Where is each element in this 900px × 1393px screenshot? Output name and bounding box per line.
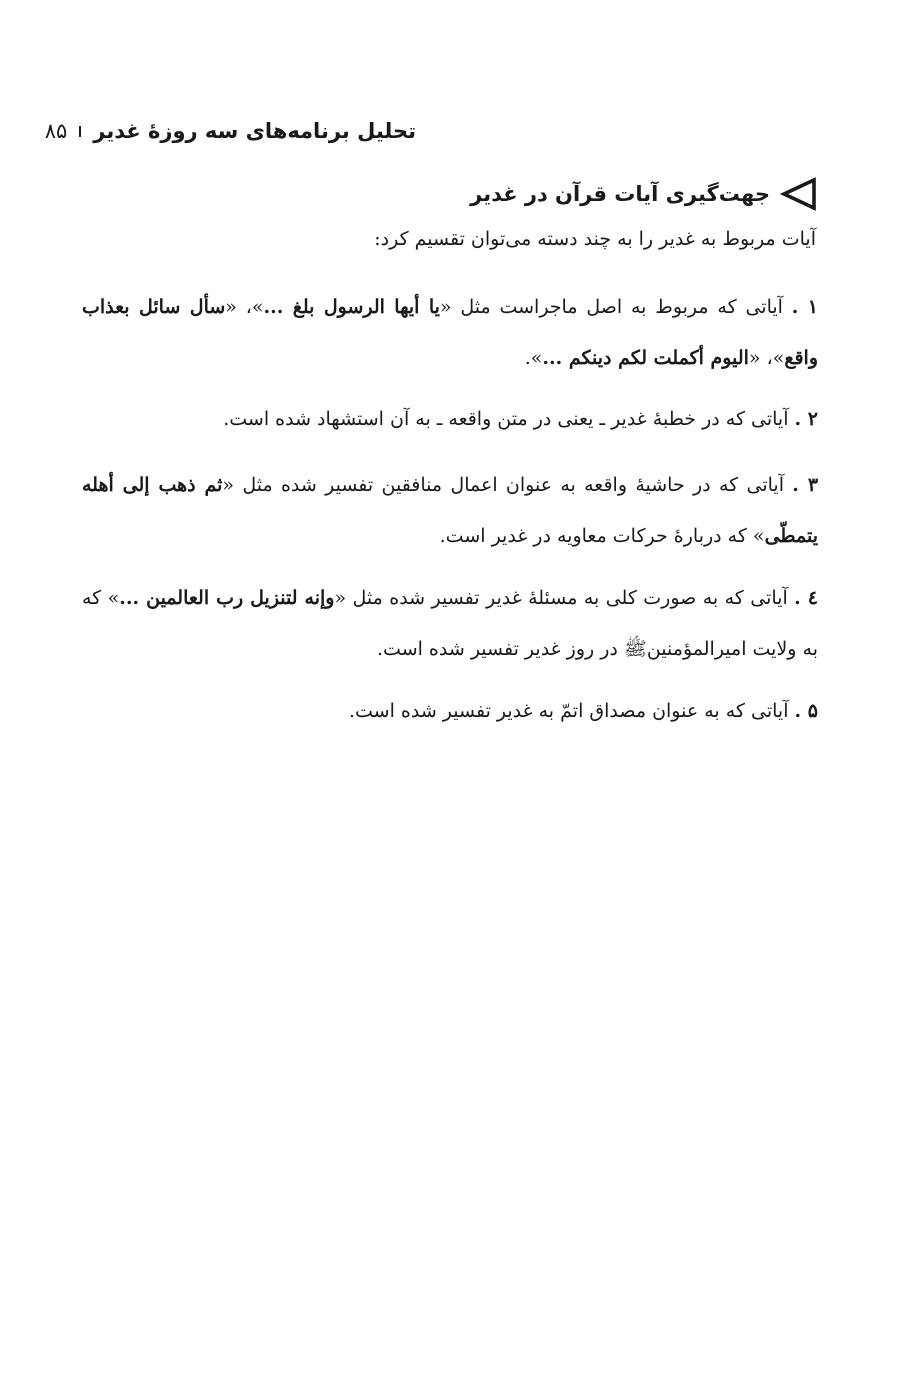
item-number: ۳ . xyxy=(792,474,819,496)
quoted-verse: وإنه لتنزیل رب العالمین ... xyxy=(119,587,335,609)
page-number: ۸۵ xyxy=(44,119,68,143)
item-text: »، « xyxy=(225,296,264,318)
quoted-verse: یا أیها الرسول بلغ ... xyxy=(263,296,440,318)
item-text: آیاتی که در خطبهٔ غدیر ـ یعنی در متن واقعه ـ به آن استشهاد شده است. xyxy=(223,408,795,430)
item-text: ». xyxy=(524,347,543,369)
section-heading xyxy=(470,172,818,216)
section-heading-text: جهت‌گیری آیات قرآن در غدیر xyxy=(470,182,770,206)
triangle-left-icon xyxy=(780,175,818,213)
quoted-verse: سأل سائل بعذاب واقع xyxy=(82,296,818,369)
item-text: »، « xyxy=(748,347,785,369)
intro-paragraph: آیات مربوط به غدیر را به چند دسته می‌توان تقسیم کرد: xyxy=(374,228,816,250)
list-item xyxy=(82,394,818,445)
item-text: آیاتی که به صورت کلی به مسئلهٔ غدیر تفسیر شده مثل « xyxy=(334,587,795,609)
list-item xyxy=(82,460,818,562)
item-text: آیاتی که به عنوان مصداق اتمّ به غدیر تفسیر شده است. xyxy=(348,700,795,722)
list-item xyxy=(82,573,818,675)
running-title: تحلیل برنامه‌های سه روزهٔ غدیر xyxy=(93,119,416,143)
item-number: ۵ . xyxy=(794,700,818,722)
list-item xyxy=(82,282,818,384)
item-number: ۱ . xyxy=(791,296,818,318)
list-item xyxy=(82,686,818,737)
item-number: ٤ . xyxy=(794,587,818,609)
quoted-verse: الیوم أكملت لكم دینكم ... xyxy=(542,347,749,369)
item-text: آیاتی که در حاشیهٔ واقعه به عنوان اعمال منافقین تفسیر شده مثل « xyxy=(222,474,793,496)
quoted-verse: ثم ذهب إلى أهله یتمطّى xyxy=(82,474,818,547)
item-text: » که به ولایت امیرالمؤمنینﷺ در روز غدیر تفسیر شده است. xyxy=(82,587,818,660)
item-text: » که دربارهٔ حرکات معاویه در غدیر است. xyxy=(439,525,765,547)
item-number: ۲ . xyxy=(794,408,818,430)
item-text: آیاتی که مربوط به اصل ماجراست مثل « xyxy=(439,296,792,318)
square-icon xyxy=(79,126,81,137)
running-header xyxy=(44,113,416,149)
